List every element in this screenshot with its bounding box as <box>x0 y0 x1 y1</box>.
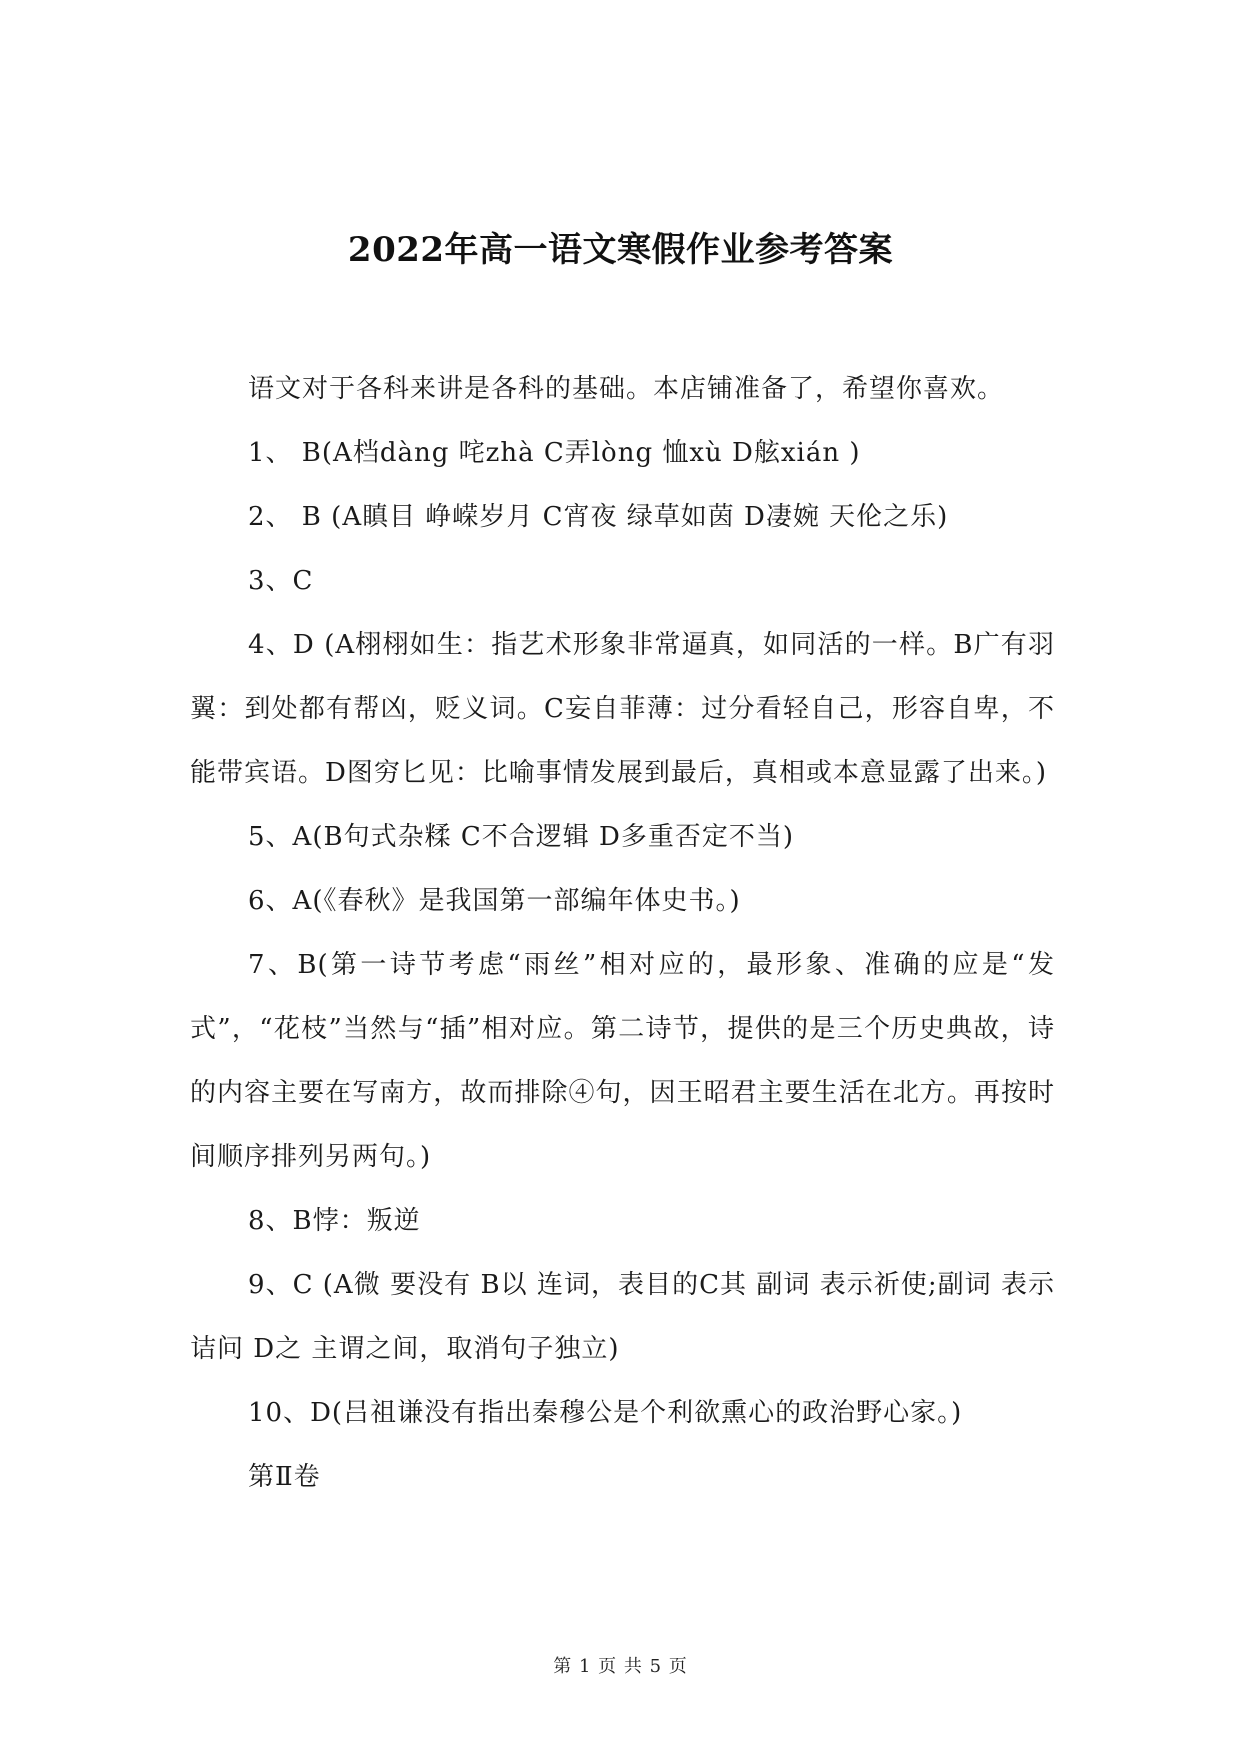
answer-10: 10、D(吕祖谦没有指出秦穆公是个利欲熏心的政治野心家。) <box>248 1398 963 1428</box>
answer-8: 8、B悖：叛逆 <box>248 1206 421 1236</box>
document-body <box>190 357 1055 1509</box>
answer-7: 7、B(第一诗节考虑“雨丝”相对应的，最形象、准确的应是“发式”，“花枝”当然与“插”相对应。第二诗节，提供的是三个历史典故，诗的内容主要在写南方，故而排除④句，因王昭君主要生活在北方。再按时间顺序排列另两句。) <box>190 950 1055 1172</box>
section-heading: 第Ⅱ卷 <box>248 1462 321 1492</box>
document-title: 2022年高一语文寒假作业参考答案 <box>347 230 894 270</box>
page-footer: 第 1 页 共 5 页 <box>553 1656 688 1677</box>
answer-2: 2、 B (A瞋目 峥嵘岁月 C宵夜 绿草如茵 D凄婉 天伦之乐) <box>248 502 949 532</box>
answer-6: 6、A(《春秋》是我国第一部编年体史书。) <box>248 886 741 916</box>
answer-1: 1、 B(A档dàng 咤zhà C弄lòng 恤xù D舷xián ) <box>248 438 861 468</box>
answer-3: 3、C <box>248 566 314 596</box>
answer-5: 5、A(B句式杂糅 C不合逻辑 D多重否定不当) <box>248 822 794 852</box>
answer-4: 4、D (A栩栩如生：指艺术形象非常逼真，如同活的一样。B广有羽翼：到处都有帮凶，贬义词。C妄自菲薄：过分看轻自己，形容自卑，不能带宾语。D图穷匕见：比喻事情发展到最后，真相或本意显露了出来。) <box>190 630 1055 788</box>
paragraph-intro: 语文对于各科来讲是各科的基础。本店铺准备了，希望你喜欢。 <box>248 374 1005 404</box>
answer-9: 9、C (A微 要没有 B以 连词，表目的C其 副词 表示祈使;副词 表示诘问 D之 主谓之间，取消句子独立) <box>190 1270 1055 1364</box>
